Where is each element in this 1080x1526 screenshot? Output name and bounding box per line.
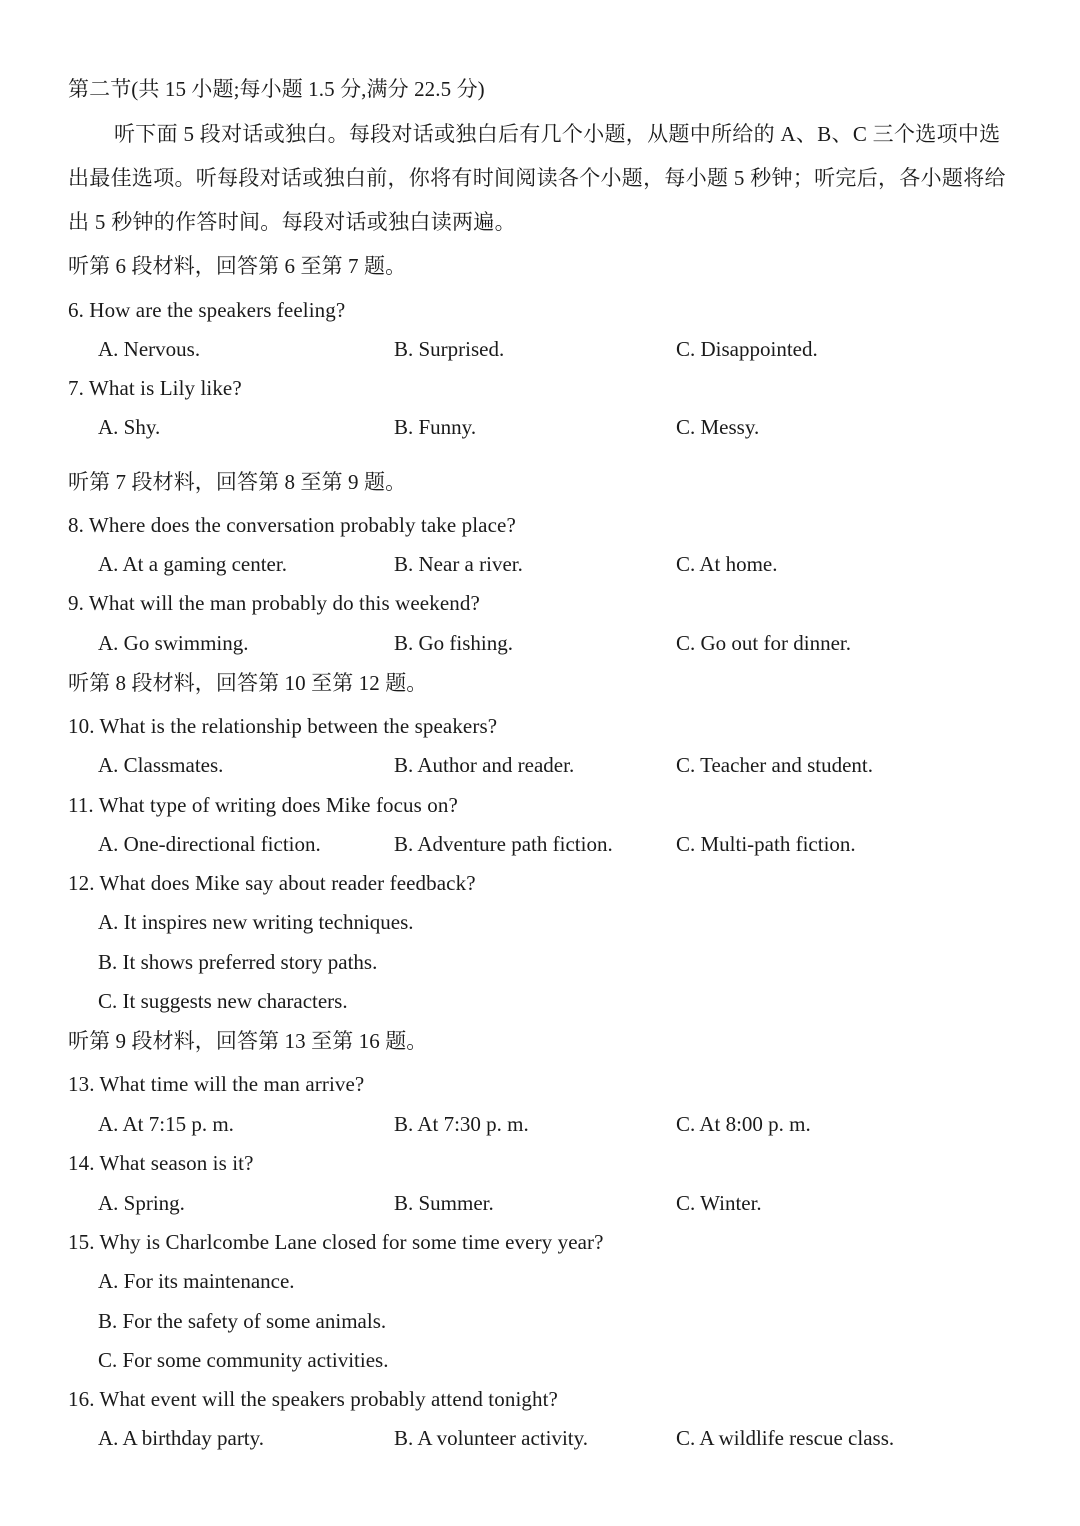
option-14a: A. Spring. [98,1191,185,1215]
option-13a: A. At 7:15 p. m. [98,1112,234,1136]
option-6c: C. Disappointed. [676,337,818,361]
question-11: 11. What type of writing does Mike focus on? [68,793,458,817]
option-16b: B. A volunteer activity. [394,1426,589,1450]
group-label-9: 听第 9 段材料，回答第 13 至第 16 题。 [68,1029,428,1053]
option-12a: A. It inspires new writing techniques. [98,910,414,934]
option-9c: C. Go out for dinner. [676,631,851,655]
option-10b: B. Author and reader. [394,753,575,777]
option-15a: A. For its maintenance. [98,1269,295,1293]
option-13c: C. At 8:00 p. m. [676,1112,811,1136]
option-15c: C. For some community activities. [98,1348,389,1372]
option-11b: B. Adventure path fiction. [394,832,613,856]
option-6a: A. Nervous. [98,337,201,361]
option-16c: C. A wildlife rescue class. [676,1426,895,1450]
section-heading: 第二节(共 15 小题;每小题 1.5 分,满分 22.5 分) [68,77,485,101]
option-7c: C. Messy. [676,415,760,439]
option-8c: C. At home. [676,552,778,576]
option-12c: C. It suggests new characters. [98,989,348,1013]
option-11a: A. One-directional fiction. [98,832,321,856]
option-8a: A. At a gaming center. [98,552,287,576]
option-7b: B. Funny. [394,415,477,439]
option-16a: A. A birthday party. [98,1426,265,1450]
group-label-8: 听第 8 段材料，回答第 10 至第 12 题。 [68,671,428,695]
option-14c: C. Winter. [676,1191,762,1215]
question-13: 13. What time will the man arrive? [68,1072,365,1096]
option-13b: B. At 7:30 p. m. [394,1112,529,1136]
group-label-6: 听第 6 段材料，回答第 6 至第 7 题。 [68,254,407,278]
option-15b: B. For the safety of some animals. [98,1309,387,1333]
question-12: 12. What does Mike say about reader feedback? [68,871,476,895]
option-11c: C. Multi-path fiction. [676,832,856,856]
group-label-7: 听第 7 段材料，回答第 8 至第 9 题。 [68,470,407,494]
option-6b: B. Surprised. [394,337,505,361]
option-7a: A. Shy. [98,415,161,439]
option-10a: A. Classmates. [98,753,224,777]
question-7: 7. What is Lily like? [68,376,242,400]
option-14b: B. Summer. [394,1191,494,1215]
question-14: 14. What season is it? [68,1151,254,1175]
option-12b: B. It shows preferred story paths. [98,950,378,974]
option-8b: B. Near a river. [394,552,523,576]
option-9a: A. Go swimming. [98,631,249,655]
question-8: 8. Where does the conversation probably take place? [68,513,516,537]
question-16: 16. What event will the speakers probably attend tonight? [68,1387,558,1411]
question-10: 10. What is the relationship between the speakers? [68,714,498,738]
question-6: 6. How are the speakers feeling? [68,298,346,322]
option-10c: C. Teacher and student. [676,753,873,777]
option-9b: B. Go fishing. [394,631,514,655]
instructions: 听下面 5 段对话或独白。每段对话或独白后有几个小题，从题中所给的 A、B、C 三个选项中选出最佳选项。听每段对话或独白前，你将有时间阅读各个小题，每小题 5 秒钟；听完后，各小题将给出 5 秒钟的作答时间。每段对话或独白读两遍。 [68,122,1006,234]
question-15: 15. Why is Charlcombe Lane closed for some time every year? [68,1230,604,1254]
question-9: 9. What will the man probably do this weekend? [68,591,480,615]
